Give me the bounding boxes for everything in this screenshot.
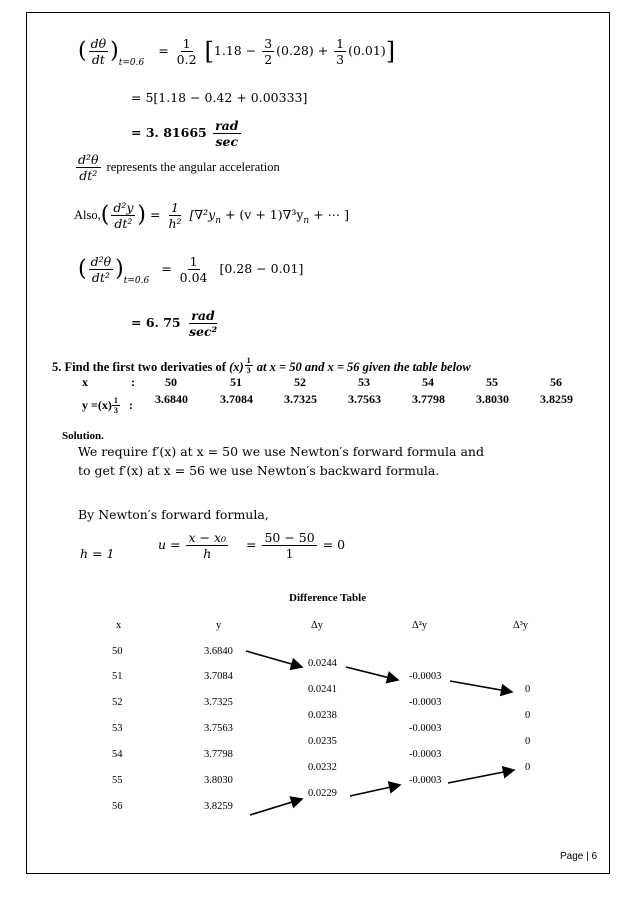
solution-line-2: to get f′(x) at x = 56 we use Newton′s backward formula. <box>78 463 440 478</box>
difference-table-d2y: -0.0003 <box>409 671 442 682</box>
difference-table-d2y: -0.0003 <box>409 749 442 760</box>
given-x-value: 54 <box>422 375 434 389</box>
equation-second-derivative-formula: Also,( $\frac{\text{d²y}}{\text{dt²}}$ ) = $\frac{1}{\text{h²}}$ [$\nabla^2y_n + (v + 1)\nabla^3y_n$ + ⋯ ] <box>74 200 349 231</box>
step-size: h = 1 <box>80 546 115 561</box>
difference-table-d3y: 0 <box>525 762 531 773</box>
difference-table-d3y: 0 <box>525 710 531 721</box>
solution-label: Solution. <box>62 430 104 442</box>
difference-table-dy: 0.0232 <box>308 762 337 773</box>
given-y-value: 3.7563 <box>348 392 381 406</box>
arrow-forward-3 <box>450 681 512 692</box>
difference-table-x: 52 <box>112 697 123 708</box>
solution-line-3: By Newton′s forward formula, <box>78 507 269 522</box>
u-formula: u = $\frac{\text{x − x₀}}{h}$ = $\frac{50 - 50}{1}$ = 0 <box>158 530 346 561</box>
difference-table-y: 3.7084 <box>204 671 233 682</box>
given-x-value: 52 <box>294 375 306 389</box>
difference-table-header: Δy <box>311 620 324 631</box>
given-x-value: 53 <box>358 375 370 389</box>
given-x-value: 56 <box>550 375 562 389</box>
difference-table-dy: 0.0229 <box>308 788 337 799</box>
difference-table-y: 3.7563 <box>204 723 233 734</box>
difference-table-header: Δ²y <box>412 620 428 631</box>
arrow-backward-2 <box>350 785 400 796</box>
equation-result-acceleration: = 6. 75 $\frac{\text{rad}}{\text{sec²}}$ <box>131 308 218 339</box>
difference-table-d2y: -0.0003 <box>409 775 442 786</box>
given-y-label: y =(x) $\frac{1}{3}$ : <box>82 396 133 415</box>
difference-table-dy: 0.0235 <box>308 736 337 747</box>
difference-table-title: Difference Table <box>289 592 367 604</box>
given-x-colon: : <box>131 375 135 389</box>
difference-table-x: 50 <box>112 646 123 657</box>
difference-table-x: 56 <box>112 801 123 812</box>
difference-table-d3y: 0 <box>525 684 531 695</box>
question-5: 5. Find the first two derivaties of (x) $\frac{1}{3}$ at x = 50 and x = 56 given the table below <box>52 356 471 375</box>
difference-table-d2y: -0.0003 <box>409 697 442 708</box>
given-y-value: 3.8030 <box>476 392 509 406</box>
difference-table-d2y: -0.0003 <box>409 723 442 734</box>
given-x-label: x <box>82 375 88 389</box>
difference-table-y: 3.6840 <box>204 646 233 657</box>
equation-result-velocity: = 3. 81665 $\frac{\text{rad}}{\sec}$ <box>131 118 239 149</box>
equation-simplified: = 5[1.18 − 0.42 + 0.00333] <box>131 90 308 105</box>
equation-second-derivative-substituted: ( $\frac{\text{d²θ}}{\text{dt²}}$ )$_{t=0.6}$ = $\frac{1}{0.04}$ [0.28 − 0.01] <box>78 254 304 286</box>
given-y-value: 3.7325 <box>284 392 317 406</box>
difference-table-y: 3.7798 <box>204 749 233 760</box>
arrow-forward-1 <box>246 651 302 667</box>
difference-table-x: 53 <box>112 723 123 734</box>
solution-line-1: We require f′(x) at x = 50 we use Newton′s forward formula and <box>78 444 484 459</box>
difference-table-d3y: 0 <box>525 736 531 747</box>
difference-table-header: x <box>116 620 122 631</box>
difference-table-y: 3.8030 <box>204 775 233 786</box>
difference-table-dy: 0.0238 <box>308 710 337 721</box>
arrow-backward-1 <box>250 799 302 815</box>
difference-table-x: 51 <box>112 671 123 682</box>
arrow-forward-2 <box>346 667 398 680</box>
given-y-value: 3.7084 <box>220 392 253 406</box>
difference-table-y: 3.7325 <box>204 697 233 708</box>
given-x-value: 50 <box>165 375 177 389</box>
difference-table-x: 54 <box>112 749 123 760</box>
page-number: Page | 6 <box>560 851 598 862</box>
difference-table-x: 55 <box>112 775 123 786</box>
difference-table-header: y <box>216 620 222 631</box>
given-x-value: 55 <box>486 375 498 389</box>
difference-table-header: Δ³y <box>513 620 529 631</box>
given-x-value: 51 <box>230 375 242 389</box>
equation-first-derivative: ( $\frac{d\theta}{dt}$ )$_{t=0.6}$ = $\frac{1}{0.2}$ [1.18 − $\frac{3}{2}$ (0.28) + $\frac{1}{3}$ (0.01)] <box>78 36 396 68</box>
arrow-backward-3 <box>448 770 514 783</box>
given-y-value: 3.7798 <box>412 392 445 406</box>
difference-table-dy: 0.0244 <box>308 658 337 669</box>
given-y-value: 3.6840 <box>155 392 188 406</box>
difference-table-dy: 0.0241 <box>308 684 337 695</box>
angular-acceleration-note: $\frac{\text{d²θ}}{\text{dt²}}$ represents the angular acceleration <box>78 152 280 183</box>
given-y-value: 3.8259 <box>540 392 573 406</box>
difference-table-y: 3.8259 <box>204 801 233 812</box>
